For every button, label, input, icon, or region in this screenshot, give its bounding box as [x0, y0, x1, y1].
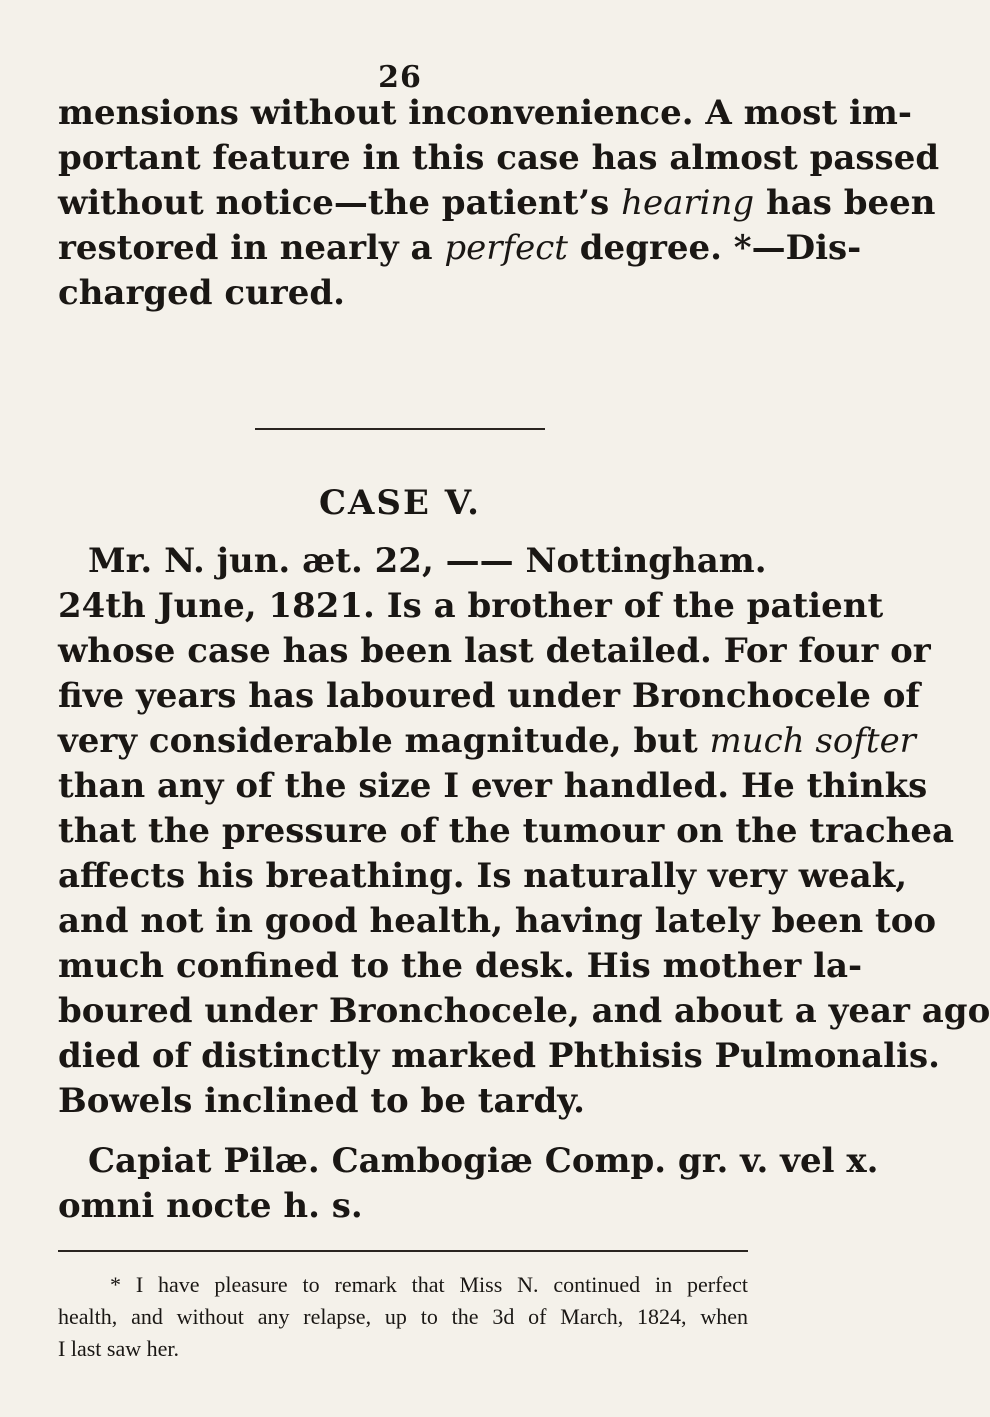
italic-phrase-much-softer: much softer [709, 721, 916, 761]
text-segment: without notice—the patient’s [58, 183, 622, 223]
text-line: portant feature in this case has almost passed [58, 138, 940, 178]
text-line [58, 227, 862, 269]
text-line: omni nocte h. s. [58, 1186, 363, 1226]
italic-word-hearing: hearing [621, 183, 755, 223]
footnote-line: health, and without any relapse, up to the 3d of March, 1824, when [58, 1304, 748, 1329]
text-line: much confined to the desk. His mother la- [58, 946, 863, 986]
text-line: mensions without inconvenience. A most im- [58, 93, 912, 133]
text-line: five years has laboured under Bronchocele of [58, 676, 921, 716]
text-line [58, 182, 936, 224]
section-divider [255, 428, 545, 430]
footnote-divider [58, 1250, 748, 1252]
text-line: charged cured. [58, 273, 345, 313]
text-line: and not in good health, having lately been too [58, 901, 937, 941]
text-line: than any of the size I ever handled. He thinks [58, 766, 928, 806]
text-segment: has been [754, 183, 936, 223]
text-line: Bowels inclined to be tardy. [58, 1081, 585, 1121]
page-number: 26 [378, 60, 422, 95]
text-line: Capiat Pilæ. Cambogiæ Comp. gr. v. vel x. [88, 1141, 879, 1181]
footnote-line: I last saw her. [58, 1336, 179, 1361]
text-segment: restored in nearly a [58, 228, 445, 268]
text-line: boured under Bronchocele, and about a year ago [58, 991, 990, 1031]
case-heading: CASE V. [318, 483, 482, 523]
text-line: 24th June, 1821. Is a brother of the patient [58, 586, 884, 626]
text-line: affects his breathing. Is naturally very weak, [58, 856, 908, 896]
text-line: died of distinctly marked Phthisis Pulmonalis. [58, 1036, 940, 1076]
text-line [58, 720, 916, 762]
text-segment: degree. *—Dis- [567, 228, 862, 268]
italic-word-perfect: perfect [444, 228, 568, 268]
text-segment: very considerable magnitude, but [58, 721, 710, 761]
text-line: that the pressure of the tumour on the trachea [58, 811, 955, 851]
text-line: Mr. N. jun. æt. 22, —— Nottingham. [88, 541, 767, 581]
text-line: whose case has been last detailed. For four or [58, 631, 931, 671]
footnote-line: * I have pleasure to remark that Miss N. continued in perfect [110, 1272, 748, 1297]
